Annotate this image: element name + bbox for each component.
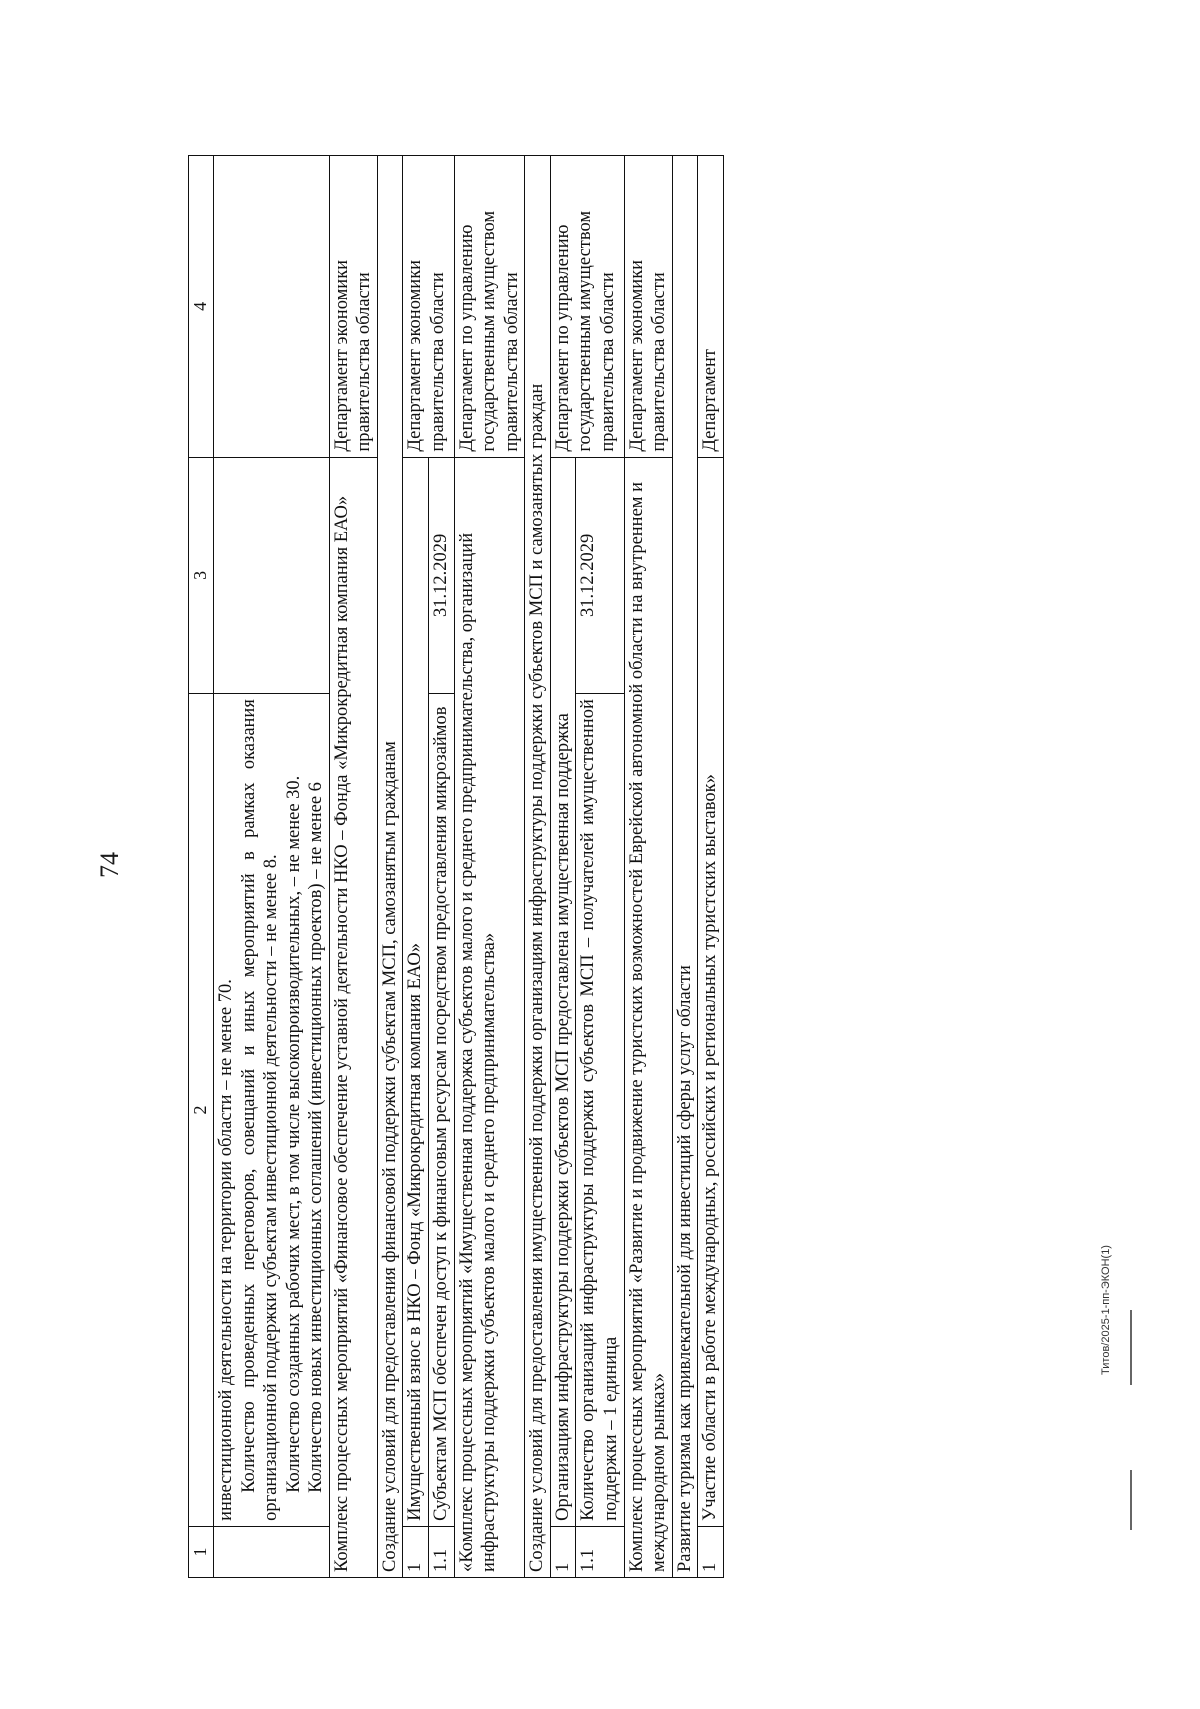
page-number: 74 (95, 852, 124, 878)
responsible-cell: Департамент экономики правительства области (624, 156, 672, 458)
complex-title: Комплекс процессных мероприятий «Развитие и продвижение туристских возможностей Еврейской автономной области на внутреннем и международном рынках» (624, 457, 672, 1577)
deadline-date: 31.12.2029 (576, 457, 624, 693)
indicator-line: Количество созданных рабочих мест, в том числе высокопроизводительных, – не менее 30. (283, 775, 304, 1493)
responsible-cell: Департамент по управлению государственным имуществом правительства области (454, 156, 525, 458)
task-title: Имущественный взнос в НКО – Фонд «Микрокредитная компания ЕАО» (403, 457, 429, 1526)
result-text: Субъектам МСП обеспечен доступ к финансовым ресурсам посредством предоставления микрозаймов (429, 694, 455, 1527)
complex-title: «Комплекс процессных мероприятий «Имущественная поддержка субъектов малого и среднего предпринимательства, организаций инфраструктуры поддержки субъектов малого и среднего предпринимательства» (454, 457, 525, 1577)
table-row (377, 156, 403, 1578)
responsible-cell: Департамент экономики правительства области (403, 156, 454, 458)
table-row (550, 156, 576, 1578)
deadline-date: 31.12.2029 (429, 457, 455, 693)
responsible-cell: Департамент по управлению государственным имуществом правительства области (550, 156, 624, 458)
responsible-cell: Департамент (698, 156, 724, 458)
indicator-line: Количество новых инвестиционных соглашений (инвестиционных проектов) – не менее 6 (306, 782, 327, 1493)
result-text: Количество организаций инфраструктуры поддержки субъектов МСП – получателей имущественной поддержки – 1 единица (576, 694, 624, 1527)
table-row (624, 156, 672, 1578)
responsible-cell: Департамент экономики правительства области (329, 156, 377, 458)
complex-title: Комплекс процессных мероприятий «Финансовое обеспечение уставной деятельности НКО – Фонда «Микрокредитная компания ЕАО» (329, 457, 377, 1577)
table-row (454, 156, 525, 1578)
task-title: Организациям инфраструктуры поддержки субъектов МСП предоставлена имущественная поддержка (550, 457, 576, 1526)
row-number: 1 (550, 1526, 576, 1577)
table-row (403, 156, 429, 1578)
table-row (672, 156, 698, 1578)
scan-artifact-line (1130, 1470, 1132, 1530)
header-col-1: 1 (189, 1526, 214, 1577)
row-number: 1 (403, 1526, 429, 1577)
footer-doc-code: Титов/2025-1-пп-ЭКОН(1) (1100, 1245, 1112, 1375)
row-number: 1.1 (429, 1526, 455, 1577)
table-row (329, 156, 377, 1578)
section-title: Создание условий для предоставления имущественной поддержки организациям инфраструктуры поддержки субъектов МСП и самозанятых граждан (525, 156, 551, 1578)
table-row (213, 156, 329, 1578)
table-header-row (189, 156, 214, 1578)
measures-table (188, 155, 724, 1578)
table-row (525, 156, 551, 1578)
header-col-4: 4 (189, 156, 214, 458)
indicator-line: Количество проведенных переговоров, совещаний и иных мероприятий в рамках оказания организационной поддержки субъектам инвестиционной деятельности – не менее 8. (238, 699, 282, 1521)
header-col-3: 3 (189, 457, 214, 693)
scan-artifact-line (1130, 1310, 1132, 1385)
rotated-table-page (188, 155, 1065, 1578)
row-number: 1 (698, 1526, 724, 1577)
section-title: Создание условий для предоставления финансовой поддержки субъектам МСП, самозанятым гражданам (377, 156, 403, 1578)
task-title: Участие области в работе международных, российских и региональных туристских выставок» (698, 457, 724, 1526)
section-title: Развитие туризма как привлекательной для инвестиций сферы услуг области (672, 156, 698, 1578)
row-number: 1.1 (576, 1526, 624, 1577)
indicators-cell (213, 694, 329, 1527)
indicator-line: инвестиционной деятельности на территории области – не менее 70. (215, 979, 236, 1521)
header-col-2: 2 (189, 694, 214, 1527)
rotated-table-wrapper (188, 155, 1065, 1578)
table-row (698, 156, 724, 1578)
